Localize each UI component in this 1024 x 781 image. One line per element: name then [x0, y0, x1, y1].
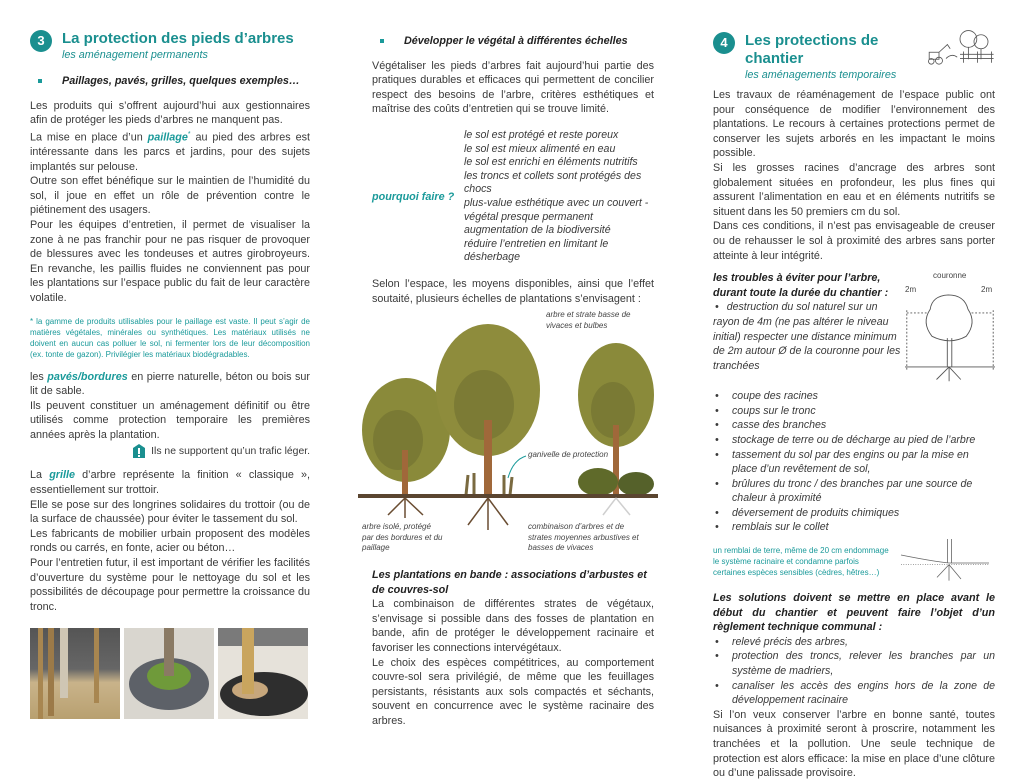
paragraph: Outre son effet bénéfique sur le maintien de l’humidité du sol, il joue en effet un rôle de prévention contre le piétinement des usagers.: [30, 175, 310, 217]
bullet-heading-text: Paillages, pavés, grilles, quelques exemples…: [62, 75, 300, 87]
scales-paragraph: Selon l’espace, les moyens disponibles, ainsi que l’effet soutaité, plusieurs échelles de plantations s’envisagent :: [372, 277, 654, 305]
photo-paillage: [30, 628, 120, 719]
paragraph: Elle se pose sur des longrines solidaires du trottoir (ou de la surface de chaussée) pour éviter le tassement du sol.: [30, 498, 310, 526]
remblai-sketch: [895, 539, 995, 583]
section-number-badge: 3: [30, 30, 52, 52]
section-title: La protection des pieds d’arbres: [62, 30, 294, 47]
paragraph: Si les grosses racines d’ancrage des arbres sont globalement situées en profondeur, les plus fines qui assurent l’alimentation en eau et en éléments nutritifs se situent dans les 50 premiers cm du sol.: [713, 161, 995, 218]
remblai-block: [713, 539, 995, 583]
keyword-paves: pavés/bordures: [47, 370, 128, 383]
troubles-heading: les troubles à éviter pour l’arbre, durant toute la durée du chantier :: [713, 272, 889, 299]
caption-isolated: arbre isolé, protégé par des bordures et du paillage: [362, 522, 443, 553]
construction-sketch-icon: [925, 22, 995, 72]
paragraph: Ils peuvent constituer un aménagement définitif ou être utilisés comme protection temporaire les premières années après la plantation.: [30, 399, 310, 441]
troubles-list: [713, 389, 995, 535]
bullet-square-icon: [38, 79, 42, 83]
column-middle: [362, 34, 654, 729]
conclusion-paragraph: Si l’on veux conserver l’arbre en bonne santé, toutes nuisances à proximité seront à proscrire, notamment les tranchées et la pollution. Une seule technique de protection est alors efficace: la mise en place d’une clôture ou d’une palissade provisoire.: [713, 708, 995, 780]
caption-combination: combinaison d’arbres et de strates moyennes arbustives et basses de vivaces: [528, 522, 639, 553]
list-item: • tassement du sol par des engins ou par la mise en place d’un revêtement de sol,: [713, 448, 995, 477]
paragraph: Pour l’entretien futur, il est important de vérifier les facilités d’ouverture du système pour le nettoyage du sol et les possibilités de découpage pour permettre la croissance du tronc.: [30, 557, 310, 613]
paves-paragraph: les pavés/bordures en pierre naturelle, béton ou bois sur lit de sable.: [30, 370, 310, 398]
why-item: plus-value esthétique avec un couvert -: [464, 196, 649, 209]
footnote: * la gamme de produits utilisables pour le paillage est vaste. Il peut s’agir de matières végétales, minérales ou synthétiques. Les matériaux utilisés ne doivent en aucun cas polluer le sol, ni fermenter lors de leur décomposition (ex. tonte de gazon). Privilégier les matériaux biodégradables.: [30, 316, 310, 359]
section-number-badge: 4: [713, 32, 735, 54]
photo-grille-verte: [124, 628, 214, 719]
list-item: • coupe des racines: [713, 389, 995, 404]
tree-combination: [578, 343, 654, 496]
tree-with-low-layer: [436, 324, 540, 495]
keyword-paillage: paillage: [147, 131, 188, 144]
why-item: les troncs et collets sont protégés des chocs: [464, 169, 642, 196]
crown-label: couronne: [933, 271, 967, 281]
paragraph: La combinaison de différentes strates de végétaux, s’envisage si possible dans des fosses de plantation en bande, afin de protéger le développement racinaire et favoriser les connections intervégétaux.: [372, 598, 654, 655]
section-title: Les protections de chantier: [745, 32, 879, 67]
band-heading: Les plantations en bande : associations d’arbustes et de couvres-sol: [372, 569, 647, 596]
why-item: végétal presque permanent: [464, 210, 593, 223]
paragraph: Les travaux de réaménagement de l’espace public ont pour conséquence de modifier l’environnement des plantations. Le recours à certaines protections permet de conserver les sujets arborés en les impactant le moins possible.: [713, 89, 995, 160]
photo-grille-fonte: [218, 628, 308, 719]
why-label: pourquoi faire ?: [372, 190, 455, 203]
bullet-heading: [380, 34, 654, 49]
list-item: • brûlures du tronc / des branches par une source de chaleur à proximité: [713, 477, 995, 506]
caption-ganivelle: ganivelle de protection: [528, 450, 609, 460]
paillage-paragraph: La mise en place d’un paillage* au pied des arbres est intéressante dans les parcs et jardins, pour des sujets implantés sur pelouse.: [30, 130, 310, 173]
column-section4: [713, 22, 995, 781]
remblai-note: un remblai de terre, même de 20 cm endommage le système racinaire et condamne parfois certaines espèces sensibles (cèdres, hêtres…): [713, 545, 889, 577]
solutions-heading: Les solutions doivent se mettre en place avant le début du chantier et peuvent faire l’objet d’un règlement technique communal :: [713, 592, 995, 634]
list-item: • coups sur le tronc: [713, 404, 995, 419]
photo-strip: [30, 628, 310, 719]
why-list: [464, 129, 654, 265]
why-item: le sol est enrichi en éléments nutritifs: [464, 156, 638, 169]
planting-scales-illustration: [358, 310, 658, 560]
section-header: [30, 30, 310, 62]
solutions-list: [713, 635, 995, 708]
list-item: • relevé précis des arbres,: [713, 635, 995, 650]
column-section3: [30, 30, 310, 719]
list-item: • canaliser les accès des engins hors de la zone de développement racinaire: [713, 679, 995, 708]
keyword-grille: grille: [49, 469, 75, 482]
why-item: le sol est protégé et reste poreux: [464, 128, 619, 141]
bullet-square-icon: [380, 39, 384, 43]
bullet-heading: [38, 74, 310, 89]
section-header-row: [713, 22, 995, 82]
left-distance-label: 2m: [905, 285, 917, 295]
why-block: [372, 129, 654, 265]
ganivelle-arrow: [508, 456, 526, 478]
why-item: le sol est mieux alimenté en eau: [464, 142, 616, 155]
list-item: • remblais sur le collet: [713, 520, 995, 535]
paragraph: Pour les équipes d’entretien, il permet de visualiser la zone à ne pas franchir pour ne pas risquer de provoquer de blessures avec les tondeuses et autres girobroyeurs. En revanche, les paillis fluides ne conviennent pas pour les plantations sur l’espace public du fait de leur caractère volatile.: [30, 218, 310, 304]
troubles-first-item: • destruction du sol naturel sur un rayon de 4m (ne pas altérer le niveau initial) respecter une distance minimum de 2m autour Ø de la couronne pour les tranchées: [713, 301, 901, 372]
warning-icon: [133, 444, 145, 458]
troubles-block: [713, 271, 995, 389]
caption-low-layer: arbre et strate basse de vivaces et bulbes: [546, 310, 631, 330]
tree-distance-diagram: [905, 271, 995, 389]
warning-row: [30, 444, 310, 458]
paragraph: Les fabricants de mobilier urbain proposent des modèles ronds ou carrés, en fonte, acier ou béton…: [30, 527, 310, 555]
why-item: augmentation de la biodiversité: [464, 224, 611, 237]
intro-paragraph: Végétaliser les pieds d’arbres fait aujourd’hui partie des pratiques durables et efficaces qui permettent de concilier respect des besoins de l’arbre, critères esthétiques et maîtrise des coûts d’entretien qui se trouve limité.: [372, 59, 654, 116]
why-item: réduire l’entretien en limitant le désherbage: [464, 237, 609, 264]
right-distance-label: 2m: [981, 285, 993, 295]
bullet-heading-text: Développer le végétal à différentes échelles: [404, 35, 628, 47]
intro-paragraph: Les produits qui s’offrent aujourd’hui aux gestionnaires afin de protéger les pieds d’arbres ne manquent pas.: [30, 99, 310, 127]
list-item: • stockage de terre ou de décharge au pied de l’arbre: [713, 433, 995, 448]
grille-paragraph: La grille d’arbre représente la finition « classique », essentiellement sur trottoir.: [30, 469, 311, 497]
paragraph: Dans ces conditions, il n’est pas envisageable de creuser ou de rehausser le sol à proximité des arbres sans porter atteinte à leur intégrité.: [713, 220, 995, 262]
paragraph: Le choix des espèces compétitrices, au comportement couvre-sol sera privilégié, de même que les feuillages persistants, résistants aux sols compactés et séchants, souvent en concurrence avec le système racinaire des arbres.: [372, 656, 654, 728]
section-subtitle: les aménagement permanents: [62, 49, 208, 61]
section-subtitle: les aménagements temporaires: [745, 69, 897, 81]
list-item: • casse des branches: [713, 418, 995, 433]
list-item: • déversement de produits chimiques: [713, 506, 995, 521]
ground-line: [358, 494, 658, 498]
list-item: • protection des troncs, relever les branches par un système de madriers,: [713, 649, 995, 678]
section-header: [713, 32, 925, 82]
warning-text: Ils ne supportent qu’un trafic léger.: [151, 445, 310, 457]
